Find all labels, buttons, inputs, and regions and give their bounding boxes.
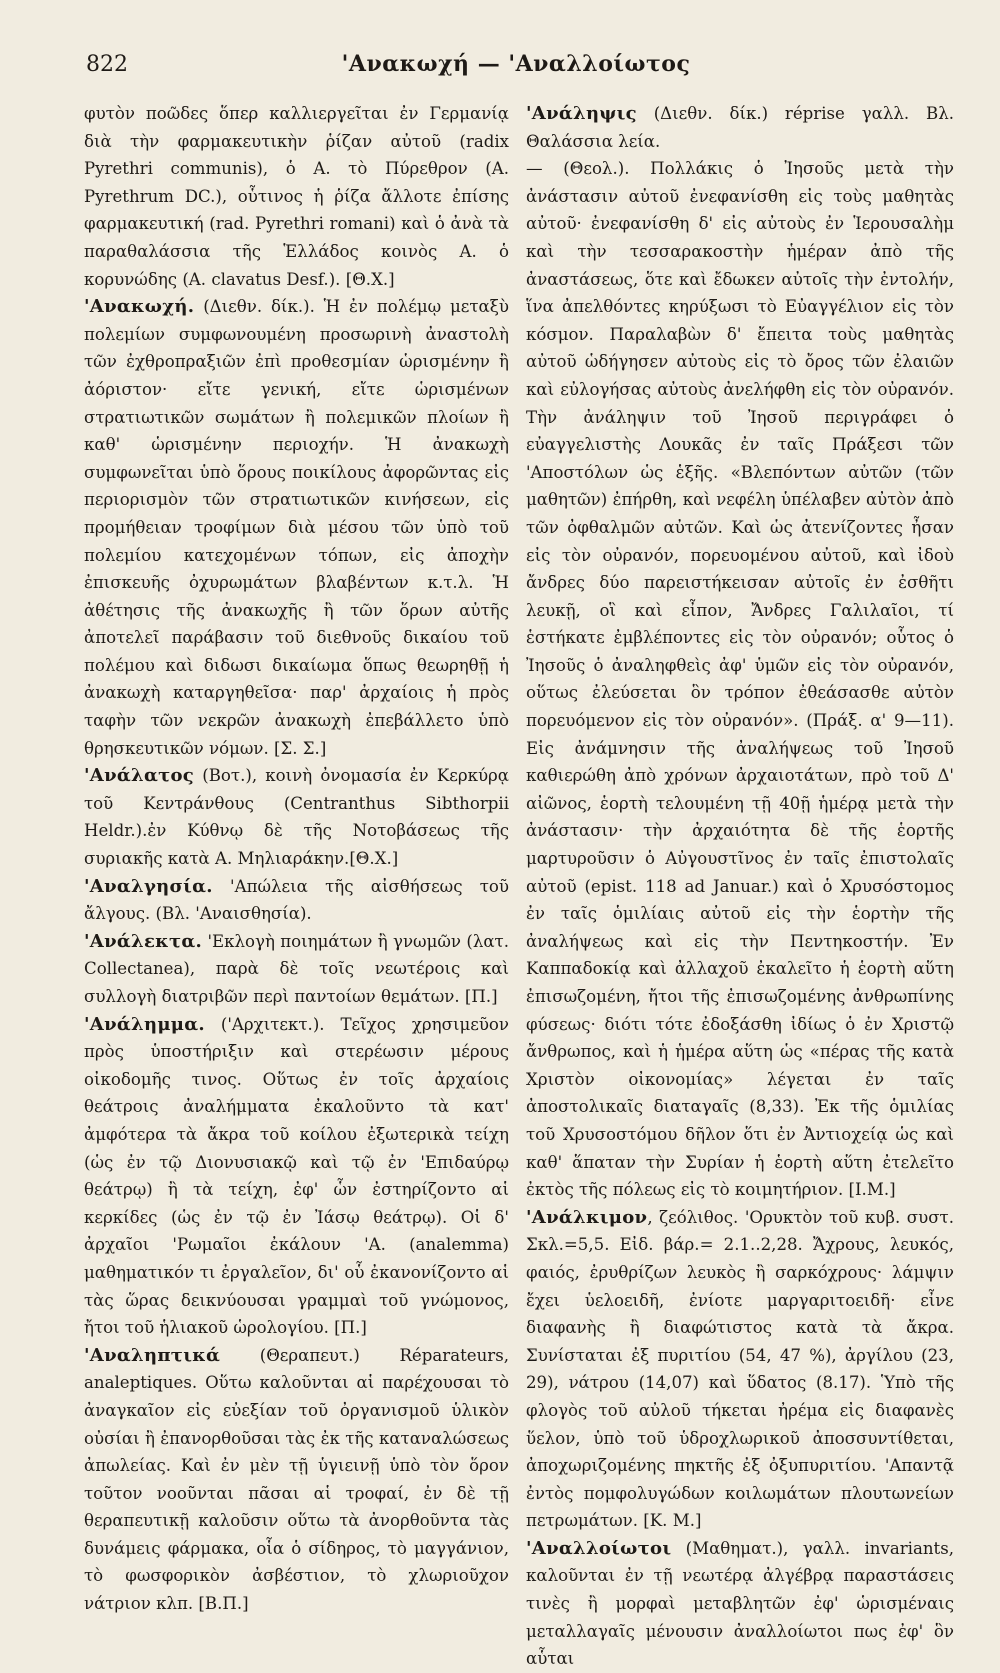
entry-analipsis-theol xyxy=(526,155,954,1204)
headword: 'Αναλγησία. xyxy=(84,875,213,897)
left-column xyxy=(84,100,509,1618)
headword: 'Ανάλατος xyxy=(84,765,195,787)
entry-text: (Διεθν. δίκ.) réprise γαλλ. Βλ. Θαλάσσια λεία. xyxy=(526,104,954,151)
entry-analiptika xyxy=(84,1342,509,1618)
entry-analipsis xyxy=(526,100,954,155)
entry-text: (Διεθν. δίκ.). Ἡ ἐν πολέμῳ μεταξὺ πολεμίων συμφωνουμένη προσωρινὴ ἀναστολὴ τῶν ἐχθροπραξιῶν ἐπὶ προθεσμίαν ὡρισμένην ἢ ἀόριστον· εἴτε γενική, εἴτε ὡρισμένων στρατιωτικῶν σωμάτων ἢ πολεμικῶν πλοίων ἢ καθ' ὡρισμένην περιοχήν. Ἡ ἀνακωχὴ συμφωνεῖται ὑπὸ ὅρους ποικίλους ἀφορῶντας εἰς περιορισμὸν τῶν στρατιωτικῶν κινήσεων, εἰς προμήθειαν τροφίμων διὰ μέσου τῶν ὑπὸ τοῦ πολεμίου κατεχομένων τόπων, εἰς ἀποχὴν ἐπισκευῆς ὀχυρωμάτων βλαβέντων κ.τ.λ. Ἡ ἀθέτησις τῆς ἀνακωχῆς ἢ τῶν ὅρων αὐτῆς ἀποτελεῖ παράβασιν τοῦ διεθνοῦς δικαίου τοῦ πολέμου καὶ διδωσι δικαίωμα ὅπως θεωρηθῇ ἡ ἀνακωχὴ καταργηθεῖσα· παρ' ἀρχαίοις ἡ πρὸς ταφὴν τῶν νεκρῶν ἀνακωχὴ ἐπεβάλλετο ὑπὸ θρησκευτικῶν νόμων. [Σ. Σ.] xyxy=(84,297,509,758)
headword: 'Ανάλημμα. xyxy=(84,1013,205,1035)
entry-text: 'Εκλογὴ ποιημάτων ἢ γνωμῶν (λατ. Collectanea), παρὰ δὲ τοῖς νεωτέροις καὶ συλλογὴ διατριβῶν περὶ παντοίων θεμάτων. [Π.] xyxy=(84,931,509,1006)
entry-analekta xyxy=(84,928,509,1011)
entry-analgisia xyxy=(84,873,509,928)
entry-anakochi xyxy=(84,293,509,762)
headword: 'Ανάλκιμον xyxy=(526,1206,648,1228)
headword: 'Αναληπτικά xyxy=(84,1344,221,1366)
running-title: 'Ανακωχή — 'Αναλλοίωτος xyxy=(341,51,691,77)
entry-text: 'Απώλεια τῆς αἰσθήσεως τοῦ ἄλγους. (Βλ. 'Αναισθησία). xyxy=(84,876,509,924)
headword: 'Ανάλεκτα. xyxy=(84,930,203,952)
headword: 'Αναλλοίωτοι xyxy=(526,1537,672,1559)
entry-text: ('Αρχιτεκτ.). Τεῖχος χρησιμεῦον πρὸς ὑποστήριξιν καὶ στερέωσιν μέρους οἰκοδομῆς τινος. Οὕτως ἐν τοῖς ἀρχαίοις θεάτροις ἀναλήμματα ἐκαλοῦντο τὰ κατ' ἀμφότερα τὰ ἄκρα τοῦ κοίλου ἐξωτερικὰ τείχη (ὡς ἐν τῷ Διονυσιακῷ καὶ τῷ ἐν 'Επιδαύρῳ θεάτρῳ) ἢ τὰ τείχη, ἐφ' ὧν ἐστηρίζοντο αἱ κερκίδες (ὡς ἐν τῷ ἐν Ἰάσῳ θεάτρῳ). Οἱ δ' ἀρχαῖοι 'Ρωμαῖοι ἐκάλουν 'Α. (analemma) μαθηματικόν τι ἐργαλεῖον, δι' οὗ ἐκανονίζοντο αἱ τὰς ὥρας δεικνύουσαι γραμμαὶ τοῦ γνώμονος, ἤτοι τοῦ ἡλιακοῦ ὡρολογίου. [Π.] xyxy=(84,1014,509,1338)
entry-text: (Μαθηματ.), γαλλ. invariants, καλοῦνται ἐν τῇ νεωτέρᾳ ἀλγέβρᾳ παραστάσεις τινὲς ἢ μορφαὶ μεταβλητῶν ἐφ' ὡρισμέναις μεταλλαγαῖς μένουσιν ἀναλλοίωτοι πως ἐφ' ὃν αὗται xyxy=(526,1538,954,1669)
page-number: 822 xyxy=(86,51,128,77)
entry-analkimon xyxy=(526,1204,954,1535)
entry-analimma xyxy=(84,1011,509,1342)
entry-analloiotoi xyxy=(526,1535,954,1673)
page-header xyxy=(86,46,946,82)
entry-text: (Βοτ.), κοινὴ ὀνομασία ἐν Κερκύρᾳ τοῦ Κεντράνθους (Centranthus Sibthorpii Heldr.).ἐν Κύθνῳ δὲ τῆς Νοτοβάσεως τῆς συριακῆς κατὰ Α. Μηλιαράκην.[Θ.Χ.] xyxy=(84,766,509,869)
headword: 'Ανακωχή. xyxy=(84,296,195,318)
entry-continuation: φυτὸν ποῶδες ὅπερ καλλιεργεῖται ἐν Γερμανίᾳ διὰ τὴν φαρμακευτικὴν ῥίζαν αὐτοῦ (radix Pyrethri communis), ὁ Α. τὸ Πύρεθρον (A. Pyrethrum DC.), οὗτινος ἡ ῥίζα ἄλλοτε ἐπίσης φαρμακευτική (rad. Pyrethri romani) καὶ ὁ ἀνὰ τὰ παραθαλάσσια τῆς Ἑλλάδος κοινὸς Α. ὁ κορυνώδης (A. clavatus Desf.). [Θ.Χ.] xyxy=(84,104,509,289)
right-column xyxy=(526,100,954,1673)
entry-text: — (Θεολ.). Πολλάκις ὁ Ἰησοῦς μετὰ τὴν ἀνάστασιν αὐτοῦ ἐνεφανίσθη εἰς τοὺς μαθητὰς αὐτοῦ· ἐνεφανίσθη δ' εἰς αὐτοὺς ἐν Ἱερουσαλὴμ καὶ τὴν τεσσαρακοστὴν ἡμέραν ἀπὸ τῆς ἀναστάσεως, ὅτε καὶ ἔδωκεν αὐτοῖς τὴν ἐντολήν, ἵνα ἀπελθόντες κηρύξωσι τὸ Εὐαγγέλιον εἰς τὸν κόσμον. Παραλαβὼν δ' ἔπειτα τοὺς μαθητὰς αὐτοῦ ὡδήγησεν αὐτοὺς εἰς τὸ ὄρος τῶν ἐλαιῶν καὶ εὐλογήσας αὐτοὺς ἀνελήφθη εἰς τὸν οὐρανόν. Τὴν ἀνάληψιν τοῦ Ἰησοῦ περιγράφει ὁ εὐαγγελιστὴς Λουκᾶς ἐν ταῖς Πράξεσι τῶν 'Αποστόλων ὡς ἑξῆς. «Βλεπόντων αὐτῶν (τῶν μαθητῶν) ἐπήρθη, καὶ νεφέλη ὑπέλαβεν αὐτὸν ἀπὸ τῶν ὀφθαλμῶν αὐτῶν. Καὶ ὡς ἀτενίζοντες ἦσαν εἰς τὸν οὐρανόν, πορευομένου αὐτοῦ, καὶ ἰδοὺ ἄνδρες δύο παρειστήκεισαν αὐτοῖς ἐν ἐσθῆτι λευκῇ, οἳ καὶ εἶπον, Ἄνδρες Γαλιλαῖοι, τί ἑστήκατε ἐμβλέποντες εἰς τὸν οὐρανόν; οὗτος ὁ Ἰησοῦς ὁ ἀναληφθεὶς ἀφ' ὑμῶν εἰς τὸν οὐρανόν, οὕτως ἐλεύσεται ὃν τρόπον ἐθεάσασθε αὐτὸν πορευόμενον εἰς τὸν οὐρανόν». (Πράξ. α' 9—11). Εἰς ἀνάμνησιν τῆς ἀναλήψεως τοῦ Ἰησοῦ καθιερώθη ἀπὸ χρόνων ἀρχαιοτάτων, πρὸ τοῦ Δ' αἰῶνος, ἑορτὴ τελουμένη τῇ 40ῇ ἡμέρᾳ μετὰ τὴν ἀνάστασιν· τὴν ἀρχαιότητα δὲ τῆς ἑορτῆς μαρτυροῦσιν ὁ Αὐγουστῖνος ἐν ταῖς ἐπιστολαῖς αὐτοῦ (epist. 118 ad Januar.) καὶ ὁ Χρυσόστομος ἐν ταῖς ὁμιλίαις αὐτοῦ εἰς τὴν ἑορτὴν τῆς ἀναλήψεως καὶ εἰς τὴν Πεντηκοστήν. Ἐν Καππαδοκίᾳ καὶ ἀλλαχοῦ ἐκαλεῖτο ἡ ἑορτὴ αὕτη ἐπισωζομένη, ἤτοι τῆς ἐπισωζομένης ἀνθρωπίνης φύσεως· διότι τότε ἐδοξάσθη ἰδίως ὁ ἐν Χριστῷ ἄνθρωπος, καὶ ἡ ἡμέρα αὕτη ὡς «πέρας τῆς κατὰ Χριστὸν οἰκονομίας» λέγεται ἐν ταῖς ἀποστολικαῖς διαταγαῖς (8,33). Ἐκ τῆς ὁμιλίας τοῦ Χρυσοστόμου δῆλον ὅτι ἐν Ἀντιοχείᾳ ὡς καὶ καθ' ἅπαταν τὴν Συρίαν ἡ ἑορτὴ αὕτη ἐτελεῖτο ἐκτὸς τῆς πόλεως εἰς τὸ κοιμητήριον. [Ι.Μ.] xyxy=(526,159,954,1200)
entry-analatos xyxy=(84,762,509,872)
entry-text: , ζεόλιθος. 'Ορυκτὸν τοῦ κυβ. συστ. Σκλ.=5,5. Εἰδ. βάρ.= 2.1..2,28. Ἄχρους, λευκός, φαιός, ἐρυθρίζων λευκὸς ἢ σαρκόχρους· λάμψιν ἔχει ὑελοειδῆ, ἐνίοτε μαργαριτοειδῆ· εἶνε διαφανὴς ἢ διαφώτιστος κατὰ τὰ ἄκρα. Συνίσταται ἐξ πυριτίου (54, 47 %), ἀργίλου (23, 29), νάτρου (14,07) καὶ ὕδατος (8.17). Ὑπὸ τῆς φλογὸς τοῦ αὐλοῦ τήκεται ἠρέμα εἰς διαφανὲς ὕελον, ὑπὸ τοῦ ὑδροχλωρικοῦ ἀποσσυντίθεται, ἀποχωριζομένης πηκτῆς ἐξ ὀξυπυριτίου. 'Απαντᾷ ἐντὸς πομφολυγώδων κοιλωμάτων πλουτωνείων πετρωμάτων. [Κ. Μ.] xyxy=(526,1207,954,1531)
entry-text: (Θεραπευτ.) Réparateurs, analeptiques. Οὕτω καλοῦνται αἱ παρέχουσαι τὸ ἀναγκαῖον εἰς εὐεξίαν τοῦ ὀργανισμοῦ ὑλικὸν οὐσίαι ἢ ἐπανορθοῦσαι τὰς ἐκ τῆς καταναλώσεως ἀπωλείας. Καὶ ἐν μὲν τῇ ὑγιεινῇ ὑπὸ τὸν ὅρον τοῦτον νοοῦνται πᾶσαι αἱ τροφαί, ἐν δὲ τῇ θεραπευτικῇ καλοῦσιν οὕτω τὰ ἀνορθοῦντα τὰς δυνάμεις φάρμακα, οἷα ὁ σίδηρος, τὸ μαγγάνιον, τὸ φωσφορικὸν ἀσβέστιον, τὸ χλωριοῦχον νάτριον κλπ. [Β.Π.] xyxy=(84,1345,509,1614)
headword: 'Ανάληψις xyxy=(526,103,637,124)
